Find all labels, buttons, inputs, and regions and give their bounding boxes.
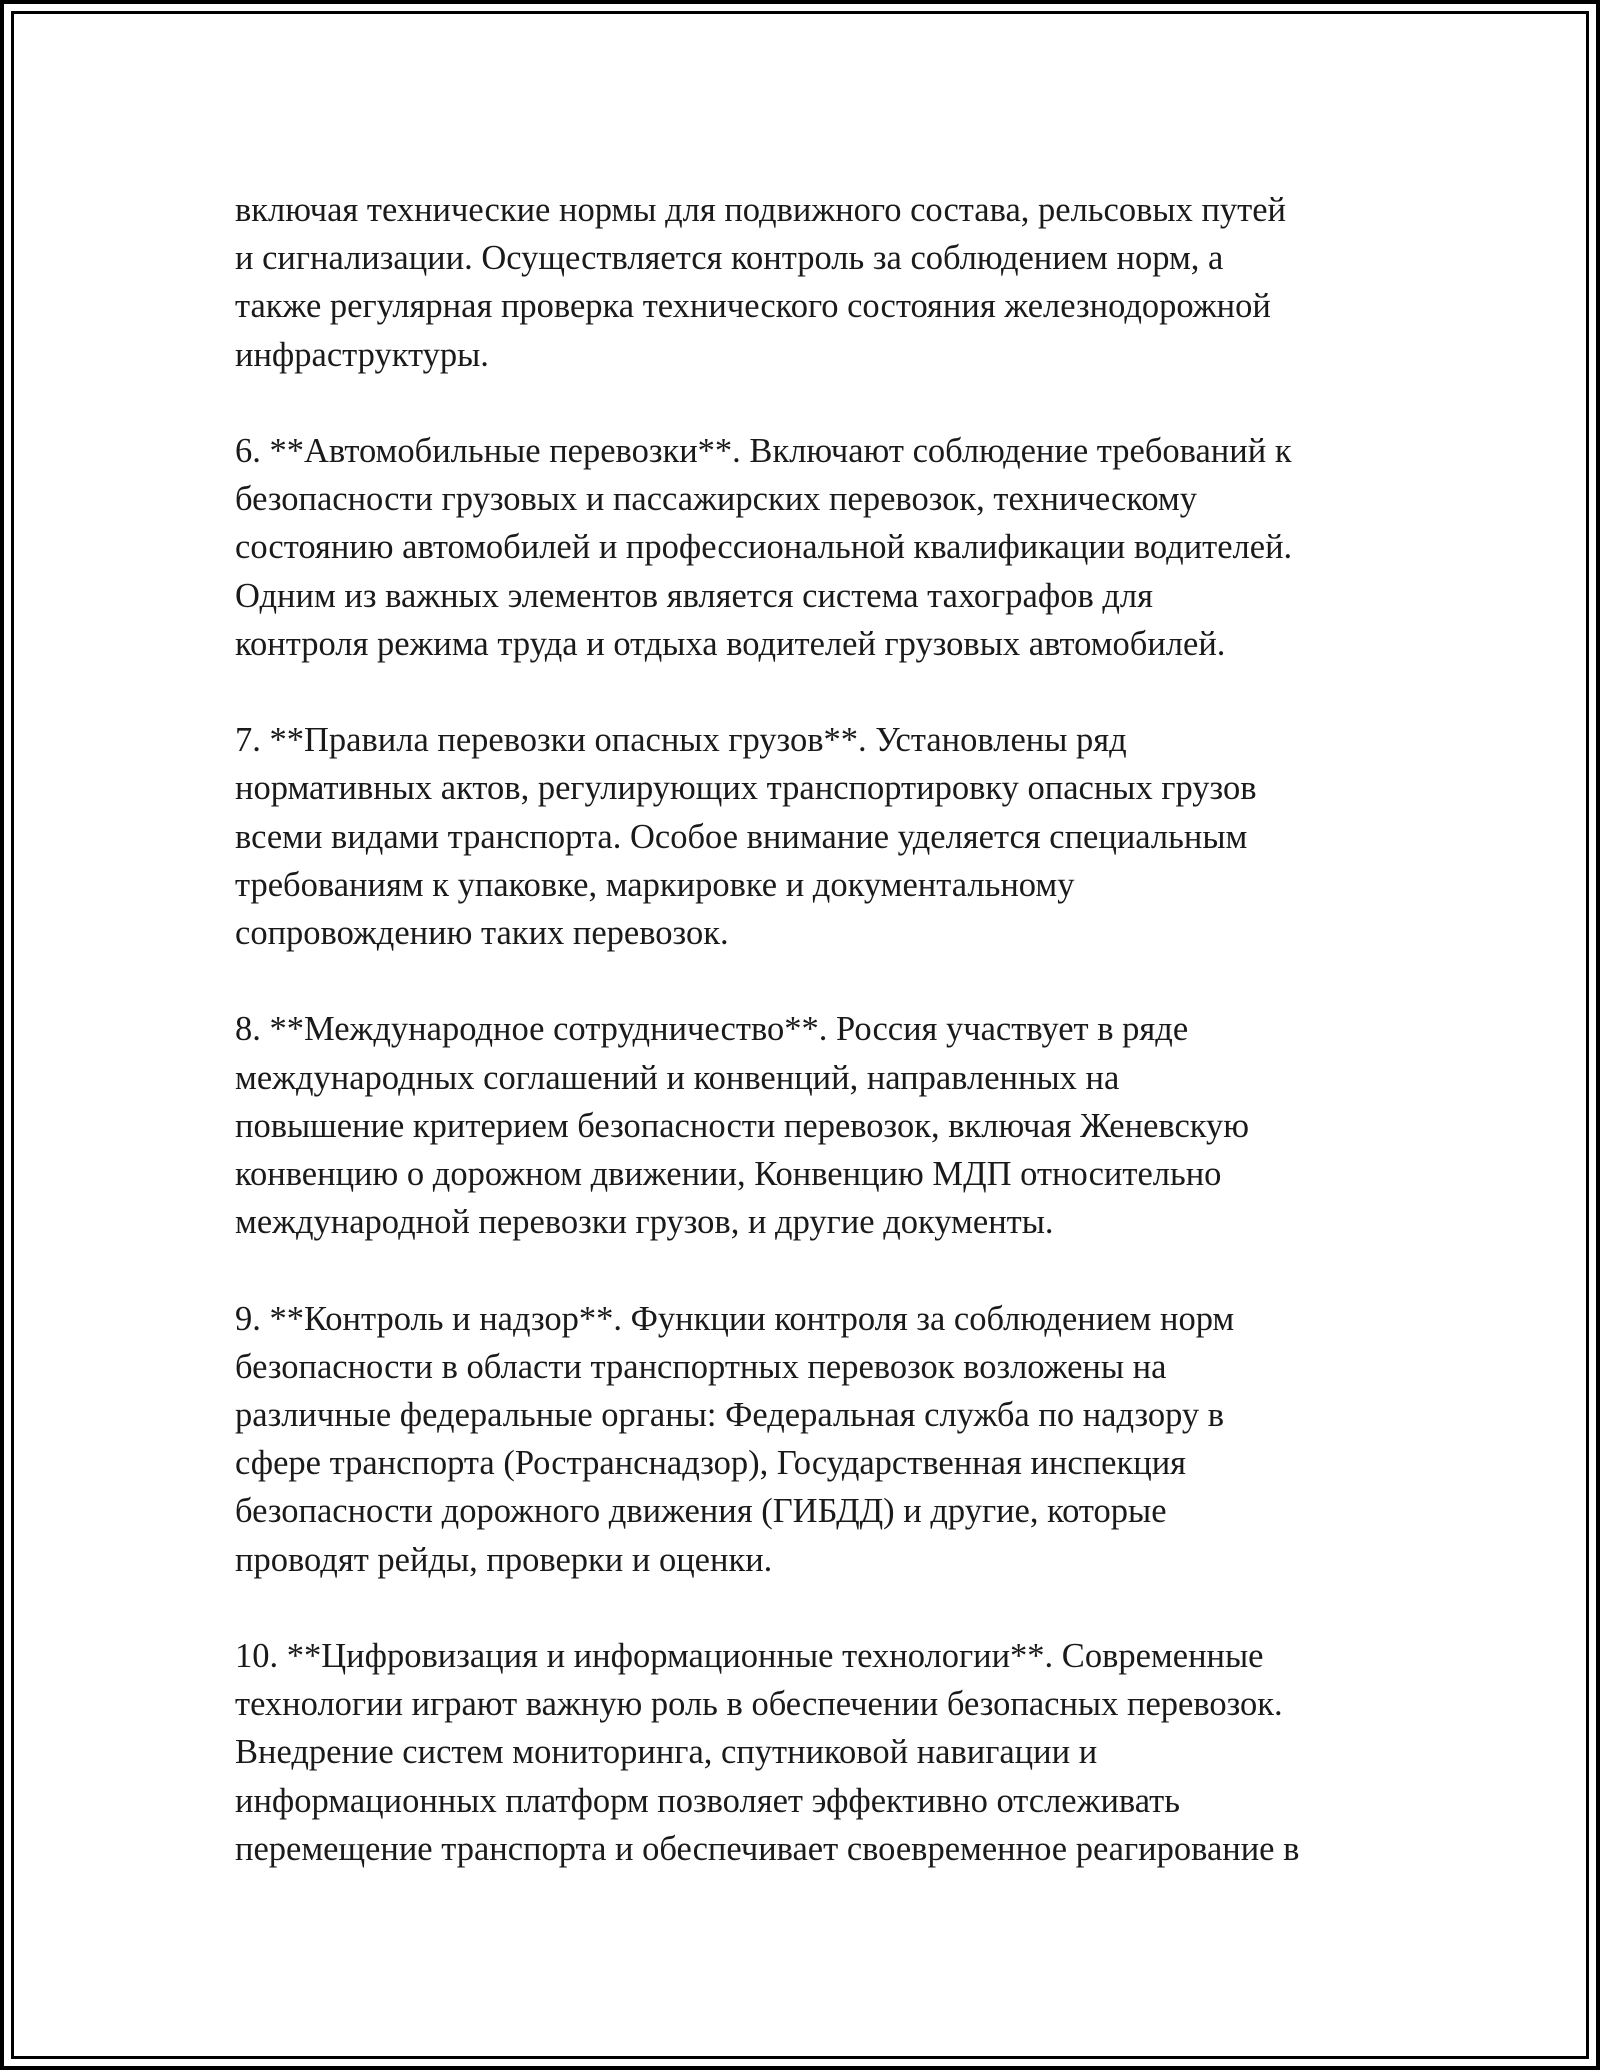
text-line: сфере транспорта (Ространснадзор), Государственная инспекция	[235, 1444, 1187, 1483]
text-line: требованиям к упаковке, маркировке и документальному	[235, 865, 1075, 904]
document-body	[235, 186, 1395, 1921]
text-line: включая технические нормы для подвижного состава, рельсовых путей	[235, 191, 1287, 229]
text-line: 9. **Контроль и надзор**. Функции контроля за соблюдением норм	[235, 1299, 1235, 1338]
text-line: всеми видами транспорта. Особое внимание уделяется специальным	[235, 817, 1248, 856]
text-line: 7. **Правила перевозки опасных грузов**. Установлены ряд	[235, 721, 1127, 760]
text-line: безопасности грузовых и пассажирских перевозок, техническому	[235, 480, 1198, 519]
text-line: Внедрение систем мониторинга, спутниковой навигации и	[235, 1733, 1098, 1772]
text-line: инфраструктуры.	[235, 335, 489, 374]
text-line: нормативных актов, регулирующих транспортировку опасных грузов	[235, 769, 1257, 808]
text-line: международных соглашений и конвенций, направленных на	[235, 1058, 1120, 1097]
document-paragraph	[235, 716, 1395, 957]
text-line: технологии играют важную роль в обеспечении безопасных перевозок.	[235, 1685, 1283, 1724]
text-line: состоянию автомобилей и профессиональной квалификации водителей.	[235, 528, 1293, 567]
text-line: также регулярная проверка технического состояния железнодорожной	[235, 287, 1271, 326]
text-line: 10. **Цифровизация и информационные технологии**. Современные	[235, 1637, 1264, 1676]
text-line: информационных платформ позволяет эффективно отслеживать	[235, 1781, 1180, 1820]
text-line: конвенцию о дорожном движении, Конвенцию МДП относительно	[235, 1155, 1222, 1194]
document-paragraph	[235, 186, 1395, 379]
text-line: международной перевозки грузов, и другие документы.	[235, 1203, 1054, 1242]
text-line: различные федеральные органы: Федеральная служба по надзору в	[235, 1396, 1225, 1435]
text-line: 8. **Международное сотрудничество**. Россия участвует в ряде	[235, 1010, 1189, 1049]
text-line: 6. **Автомобильные перевозки**. Включают соблюдение требований к	[235, 432, 1292, 470]
text-line: перемещение транспорта и обеспечивает своевременное реагирование в	[235, 1829, 1300, 1868]
document-paragraph	[235, 427, 1395, 668]
document-paragraph	[235, 1005, 1395, 1246]
text-line: контроля режима труда и отдыха водителей грузовых автомобилей.	[235, 624, 1226, 663]
text-line: Одним из важных элементов является система тахографов для	[235, 576, 1154, 615]
text-line: безопасности в области транспортных перевозок возложены на	[235, 1347, 1167, 1386]
text-line: сопровождению таких перевозок.	[235, 914, 729, 953]
document-paragraph	[235, 1632, 1395, 1873]
text-line: и сигнализации. Осуществляется контроль за соблюдением норм, а	[235, 239, 1224, 278]
text-line: проводят рейды, проверки и оценки.	[235, 1540, 773, 1579]
text-line: безопасности дорожного движения (ГИБДД) и другие, которые	[235, 1492, 1167, 1531]
document-paragraph	[235, 1295, 1395, 1584]
text-line: повышение критерием безопасности перевозок, включая Женевскую	[235, 1106, 1250, 1145]
